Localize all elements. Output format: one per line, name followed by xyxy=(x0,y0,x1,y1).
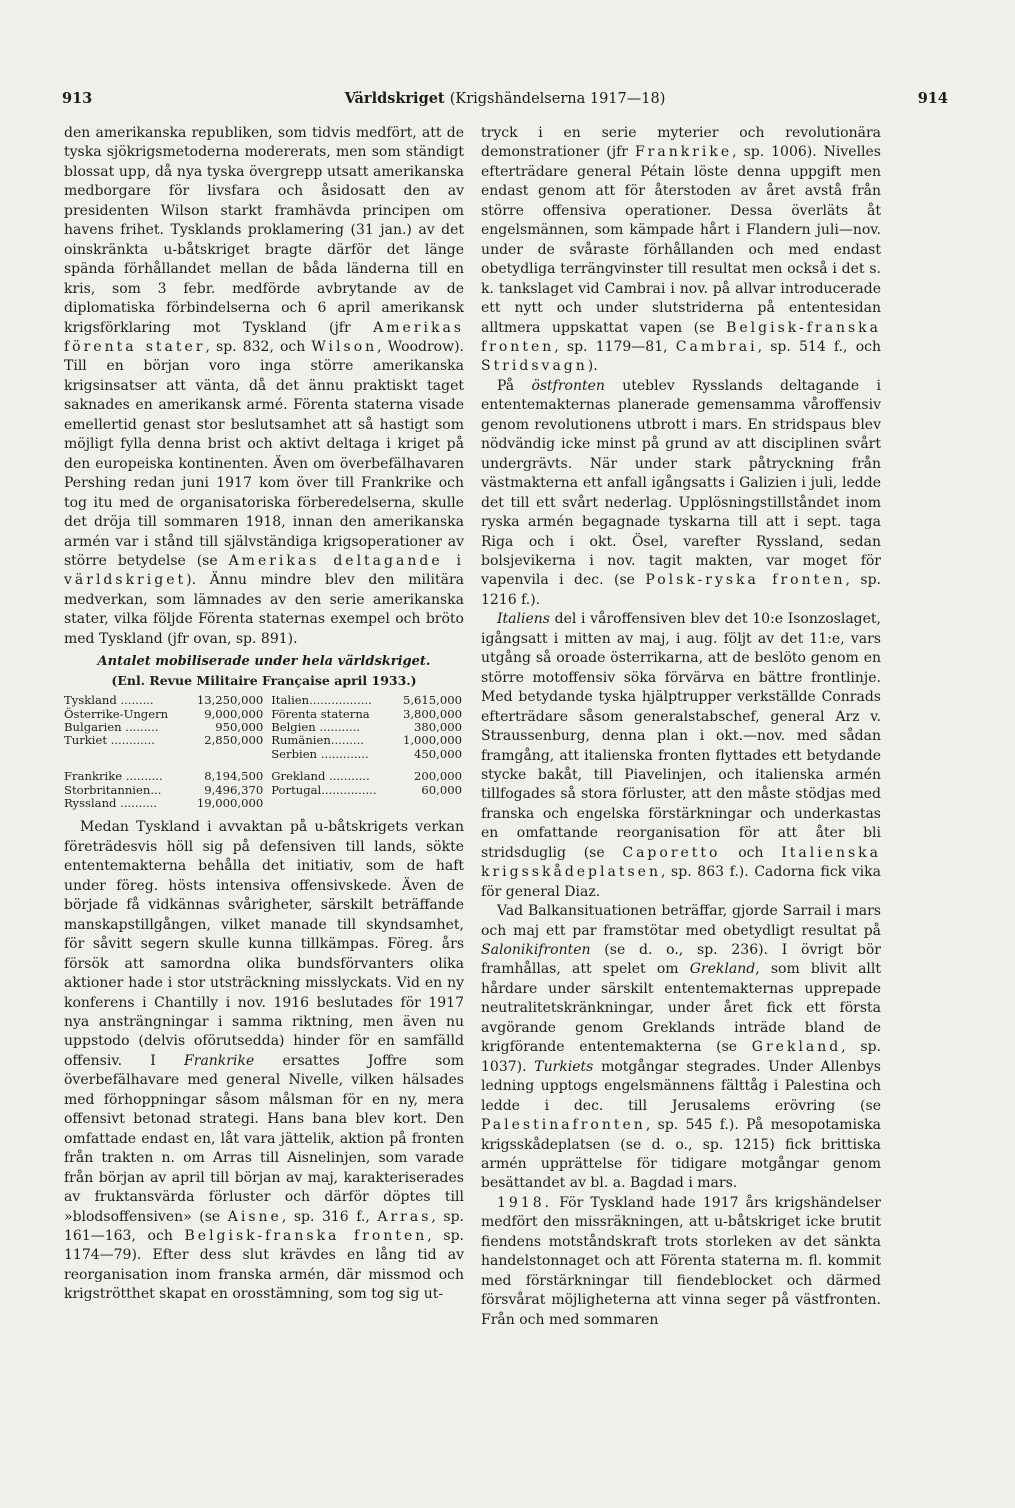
running-title-main: Världskriget xyxy=(344,90,445,107)
cross-reference: Belgisk-franska fronten xyxy=(481,319,881,355)
cross-reference: Caporetto xyxy=(622,844,721,861)
text: uteblev Rysslands deltagande i ententemakternas planerade gemensamma våroffensiv genom revolutionens utbrott i mars. En stridspaus blev nödvändig icke minst på grund av att disciplinen svårt undergrävts. När under stark påtryckning från västmakterna ett anfall igångsatts i Galizien i juli, ledde det till ett svårt nederlag. Upplösningstillståndet inom ryska armén begagnade tyskarna till att i sept. taga Riga och i okt. Ösel, varefter Ryssland, sedan bolsjevikerna i nov. tagit makten, var moget för vapenvila i dec. (se xyxy=(481,377,881,589)
count-cell: 9,496,370 xyxy=(204,782,264,797)
page-number-right: 914 xyxy=(917,90,948,107)
cross-reference: Amerikas förenta stater xyxy=(64,319,464,355)
country-cell: Frankrike .......... xyxy=(64,769,163,784)
paragraph xyxy=(481,377,881,610)
text: ). Ännu mindre blev den militära medverkan, som lämnades av den serie amerikanska stater, vilka följde Förenta staternas exempel och bröto med Tyskland (jfr ovan, sp. 891). xyxy=(64,572,464,647)
count-cell: 950,000 xyxy=(215,720,264,735)
text: ). xyxy=(587,358,598,375)
mobilization-table xyxy=(64,694,462,810)
table-row xyxy=(64,708,462,721)
running-title xyxy=(62,90,948,107)
italic-term: Salonikifronten xyxy=(481,942,591,959)
paragraph xyxy=(481,1194,881,1330)
text: del i våroffensiven blev det 10:e Isonzoslaget, igångsatt i mitten av maj, i aug. följt av det 11:e, vars utgång så oroade österrikarna, att de beslöto genom en större motoffensiv söka förvärva en bättre frontlinje. Med betydande tyska hjälptrupper verkställde Conrads efterträdare såsom generalstabschef, general Arz v. Straussenburg, denna plan i okt.—nov. med sådan framgång, att italienska fronten flyttades ett betydande stycke bakåt, till Piavelinjen, och italienska armén tillfogades så stora förluster, att den måste stödjas med franska och engelska förstärkningar och underkastas en omfattande reorganisation för att åter bli stridsduglig (se xyxy=(481,611,881,861)
count-cell: 1,000,000 xyxy=(402,733,462,748)
count-cell: 380,000 xyxy=(414,720,462,735)
text: , sp. 514 f., och xyxy=(757,338,881,355)
country-cell xyxy=(64,748,185,761)
table-row xyxy=(64,734,462,747)
count-cell: 60,000 xyxy=(421,782,462,797)
country-cell: Grekland ........... xyxy=(271,769,370,784)
count-cell xyxy=(393,797,462,810)
text: Medan Tyskland i avvaktan på u-båtskrigets verkan företrädesvis höll sig på defensiven till lands, sökte ententemakterna behålla det initiativ, som de haft under föreg. hösts intensiva offensivskede. Även de började få vidkännas svårigheter, särskilt beträffande manskapstillgången, vilket manade till skyndsamhet, för såvitt segern skulle kunna tillkämpas. Föreg. års försök att samordna olika bundsförvanters olika aktioner hade i stor utsträckning misslyckats. Vid en ny konferens i Chantilly i nov. 1916 beslutades för 1917 nya ansträngningar i samma riktning, men även nu uppstodo (delvis oförutsedda) hinder för en samfälld offensiv. I xyxy=(64,819,464,1069)
text: , sp. 1179—81, xyxy=(554,338,676,355)
text: , Woodrow). Till en början voro inga större amerikanska krigsinsatser att vänta, då det ännu praktiskt taget saknades en amerikansk armé. Förenta staterna visade emellertid genast stor beslutsamhet att så hastigt som möjligt fylla denna brist och aktivt deltaga i kriget på den europeiska kontinenten. Även om överbefälhavaren Pershing redan juni 1917 kom över till Frankrike och tog itu med de organisatoriska förberedelserna, skulle det dröja till sommaren 1918, innan den amerikanska armén var i stånd till självständiga krigsoperationer av större betydelse (se xyxy=(64,338,464,569)
country-cell: Förenta staterna xyxy=(271,706,370,721)
count-cell: 13,250,000 xyxy=(196,693,264,708)
country-cell: Storbritannien... xyxy=(64,782,162,797)
count-cell: 200,000 xyxy=(414,769,462,784)
table-row xyxy=(64,784,462,797)
text: , sp. 1174—79). Efter dess slut krävdes en lång tid av reorganisation inom franska armén, där missmod och krigströtthet skapat en orosstämning, som tog sig ut- xyxy=(64,1228,464,1303)
text: , sp. 545 f.). På mesopotamiska krigsskådeplatsen (se d. o., sp. 1215) fick brittiska armén upprättelse för tidigare motgångar genom besättandet av bl. a. Bagdad i mars. xyxy=(481,1117,881,1192)
table-source: (Enl. Revue Militaire Française april 1933.) xyxy=(111,673,417,689)
page-number-left: 913 xyxy=(62,90,93,107)
text: , sp. 316 f., xyxy=(281,1208,378,1225)
italic-term: Turkiets xyxy=(534,1058,594,1075)
cross-reference: Stridsvagn xyxy=(481,358,588,375)
cross-reference: Italienska krigsskådeplatsen xyxy=(481,844,881,881)
country-cell: Rumänien......... xyxy=(271,733,364,748)
country-cell: Italien................. xyxy=(271,693,372,708)
count-cell: 8,194,500 xyxy=(204,769,264,784)
country-cell: Ryssland .......... xyxy=(64,796,158,811)
cross-reference: Frankrike xyxy=(634,144,733,161)
running-title-sub: (Krigshändelserna 1917—18) xyxy=(449,91,666,107)
country-cell: Österrike-Ungern xyxy=(64,706,169,721)
year-heading: 1918. xyxy=(497,1194,553,1211)
count-cell: 450,000 xyxy=(414,746,462,761)
paragraph xyxy=(481,610,881,902)
count-cell: 5,615,000 xyxy=(402,693,462,708)
country-cell: Tyskland ......... xyxy=(64,693,154,708)
count-cell: 3,800,000 xyxy=(402,706,462,721)
left-column xyxy=(64,124,464,1305)
country-cell xyxy=(271,797,393,810)
count-cell: 2,850,000 xyxy=(204,733,264,748)
paragraph xyxy=(64,818,464,1304)
paragraph xyxy=(64,124,464,649)
cross-reference: Grekland xyxy=(751,1039,842,1056)
text: och xyxy=(720,844,782,861)
cross-reference: Arras xyxy=(377,1208,432,1225)
cross-reference: Wilson xyxy=(311,338,378,355)
text: tryck i en serie myterier och revolutionära demonstrationer (jfr xyxy=(481,125,881,161)
cross-reference: Palestinafronten xyxy=(481,1117,646,1134)
text: , sp. 1216 f.). xyxy=(481,572,882,608)
table-row xyxy=(64,694,462,707)
text: För Tyskland hade 1917 års krigshändelser medfört den missräkningen, att u-båtskriget icke brutit fiendens motståndskraft trots storleken av det sänkta handelstonnaget och att Förenta staterna m. fl. kommit med förstärkningar till fiendeblocket och därmed försvårat möjligheterna att vinna seger på västfronten. Från och med sommaren xyxy=(481,1194,881,1328)
country-cell: Belgien ........... xyxy=(271,720,360,735)
italic-term: Frankrike xyxy=(184,1052,255,1069)
text: , sp. 1006). Nivelles efterträdare general Pétain löste denna uppgift men endast genom att för återstoden av året avstå från större offensiva operationer. Dessa överläts åt engelsmännen, som kämpade hårt i Flandern juli—nov. under de svåraste förhållanden och med endast obetydliga terrängvinster till resultat men också i det s. k. tankslaget vid Cambrai i nov. på allvar introducerade ett nytt och under slutstriderna på ententesidan alltmera uppskattat vapen (se xyxy=(481,144,881,336)
right-column xyxy=(481,124,881,1330)
count-cell: 19,000,000 xyxy=(196,796,264,811)
text: motgångar stegrades. Under Allenbys ledning upptogs engelsmännens fälttåg i Palestina och ledde i dec. till Jerusalems erövring (se xyxy=(481,1058,881,1114)
count-cell xyxy=(185,748,271,761)
text: (se d. o., sp. 236). I övrigt bör framhållas, att spelet om xyxy=(481,942,881,978)
page-header xyxy=(62,90,948,114)
text: , sp. 161—163, och xyxy=(64,1208,465,1244)
country-cell: Serbien ............. xyxy=(271,746,369,761)
table-row xyxy=(64,797,462,810)
country-cell: Turkiet ............ xyxy=(64,733,155,748)
country-cell: Portugal............... xyxy=(271,782,377,797)
text: , sp. 1037). xyxy=(481,1039,882,1075)
cross-reference: Cambrai xyxy=(675,338,758,355)
paragraph xyxy=(481,124,881,377)
cross-reference: Aisne xyxy=(227,1208,282,1225)
italic-term: Grekland xyxy=(689,961,756,978)
text: , sp. 863 f.). Cadorna fick vika för general Diaz. xyxy=(481,864,881,900)
table-caption: Antalet mobiliserade under hela världskriget. xyxy=(97,654,431,670)
italic-term: Italiens xyxy=(497,611,550,628)
paragraph xyxy=(481,902,881,1194)
country-cell: Bulgarien ......... xyxy=(64,720,159,735)
cross-reference: Belgisk-franska fronten xyxy=(184,1228,428,1244)
text: den amerikanska republiken, som tidvis medfört, att de tyska sjökrigsmetoderna modererats, men som ständigt blossat upp, då nya tyska övergrepp utsatt amerikanska medborgare för livsfara och åsidosatt den av presidenten Wilson starkt framhävda principen om havens frihet. Tysklands proklamering (31 jan.) av det oinskränkta u-båtskriget bragte därför det länge spända förhållandet mellan de båda länderna till en kris, som 3 febr. medförde avbrytande av de diplomatiska förbindelserna och 6 april amerikansk krigsförklaring mot Tyskland (jfr xyxy=(64,125,464,336)
table-row xyxy=(64,761,462,783)
italic-term: östfronten xyxy=(531,377,605,394)
count-cell: 9,000,000 xyxy=(204,706,264,721)
text: Vad Balkansituationen beträffar, gjorde Sarrail i mars och maj ett par framstötar med obetydligt resultat på xyxy=(481,903,881,939)
text: ersattes Joffre som överbefälhavare med general Nivelle, vilken hälsades med förhoppningar såsom målsman för en ny, mera offensivt betonad strategi. Hans bana blev kort. Den omfattade endast en, låt vara jättelik, aktion på fronten från trakten n. om Arras till Aisnelinjen, som varade från början av april till början av maj, karakteriserades av fruktansvärda förluster och därför döptes till »blodsoffensiven» (se xyxy=(64,1052,465,1225)
table-row xyxy=(64,748,462,761)
table-body xyxy=(64,694,462,810)
cross-reference: Amerikas deltagande i världskriget xyxy=(64,552,464,589)
text: På xyxy=(497,377,532,394)
text: , som blivit allt hårdare under särskilt ententemakternas upprepade neutralitetskränkningar, under året fick ett första avgörande genom Greklands inträde bland de krigförande ententemakterna (se xyxy=(481,961,881,1056)
text: , sp. 832, och xyxy=(205,338,312,355)
cross-reference: Polsk-ryska fronten xyxy=(645,572,846,589)
table-row xyxy=(64,721,462,734)
